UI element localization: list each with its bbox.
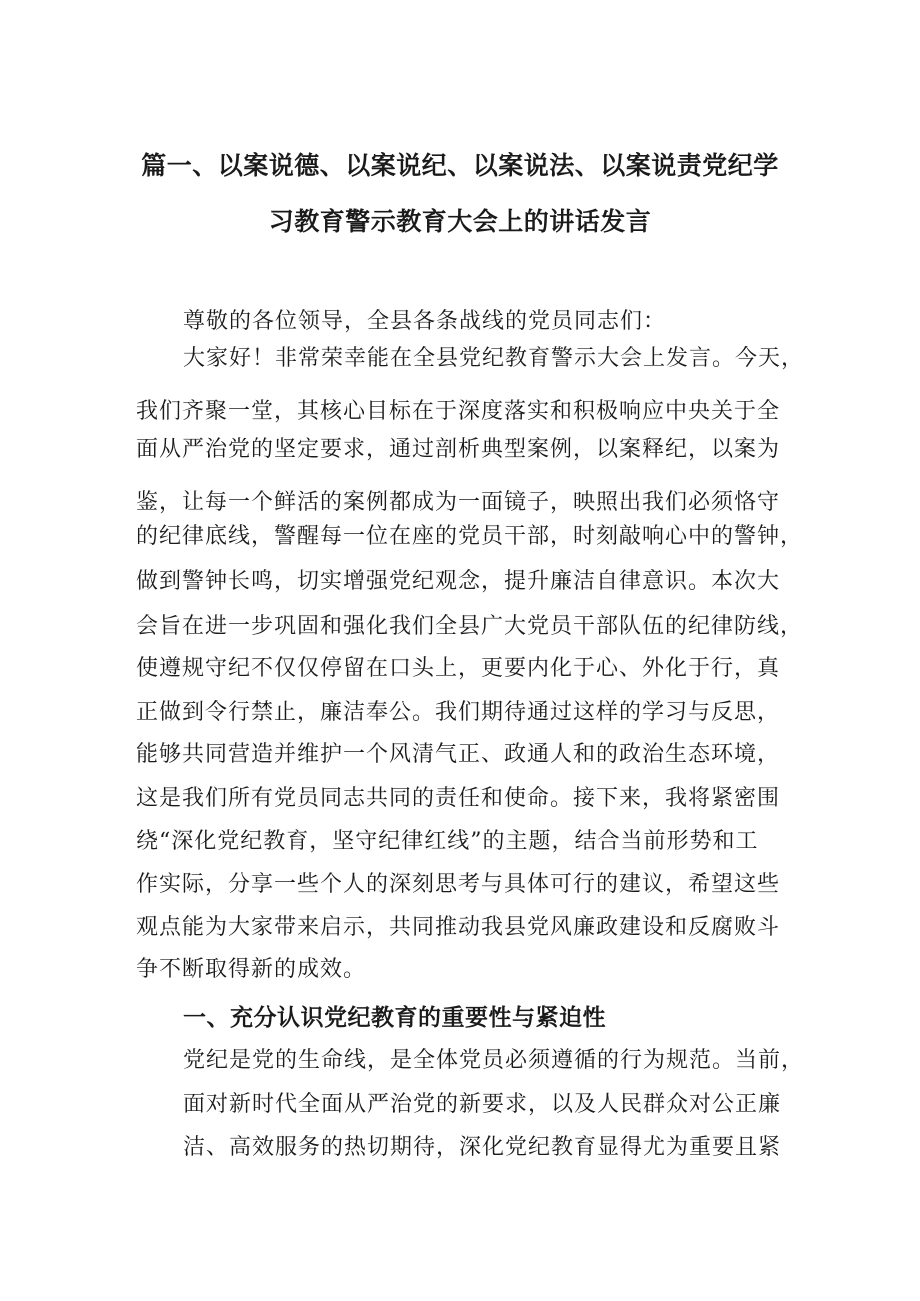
paragraph-line: 争不断取得新的成效。 [136, 957, 367, 982]
paragraph-line: 我们齐聚一堂，其核心目标在于深度落实和积极响应中央关于全 [136, 399, 781, 424]
paragraph-line: 观点能为大家带来启示，共同推动我县党风廉政建设和反腐败斗 [136, 915, 781, 940]
paragraph-line: 能够共同营造并维护一个风清气正、政通人和的政治生态环境， [136, 742, 781, 767]
title-line-1: 篇一、以案说德、以案说纪、以案说法、以案说责党纪学 [141, 151, 779, 180]
paragraph-line: 鉴，让每一个鲜活的案例都成为一面镜子，映照出我们必须恪守 [136, 490, 781, 515]
section-heading: 一、充分认识党纪教育的重要性与紧迫性 [183, 1005, 606, 1031]
paragraph-line: 正做到令行禁止，廉洁奉公。我们期待通过这样的学习与反思， [136, 700, 781, 725]
paragraph-line: 这是我们所有党员同志共同的责任和使命。接下来，我将紧密围 [136, 786, 781, 811]
paragraph-line: 的纪律底线，警醒每一位在座的党员干部，时刻敲响心中的警钟， [136, 524, 804, 549]
paragraph-line: 使遵规守纪不仅仅停留在口头上，更要内化于心、外化于行，真 [136, 656, 781, 681]
paragraph-line: 做到警钟长鸣，切实增强党纪观念，提升廉洁自律意识。本次大 [136, 569, 781, 594]
paragraph-line: 洁、高效服务的热切期待，深化党纪教育显得尤为重要且紧 [183, 1135, 782, 1160]
paragraph-line: 会旨在进一步巩固和强化我们全县广大党员干部队伍的纪律防线， [136, 614, 804, 639]
paragraph-line: 作实际，分享一些个人的深刻思考与具体可行的建议，希望这些 [136, 872, 781, 897]
paragraph-line: 面对新时代全面从严治党的新要求，以及人民群众对公正廉 [183, 1092, 782, 1117]
salutation: 尊敬的各位领导，全县各条战线的党员同志们： [183, 309, 667, 334]
paragraph-line: 党纪是党的生命线，是全体党员必须遵循的行为规范。当前， [183, 1048, 805, 1073]
paragraph-line: 面从严治党的坚定要求，通过剖析典型案例，以案释纪，以案为 [136, 437, 781, 462]
paragraph-line: 绕“深化党纪教育，坚守纪律红线”的主题，结合当前形势和工 [136, 829, 759, 854]
paragraph-line: 大家好！非常荣幸能在全县党纪教育警示大会上发言。今天， [183, 346, 805, 371]
title-line-2: 习教育警示教育大会上的讲话发言 [268, 207, 652, 236]
